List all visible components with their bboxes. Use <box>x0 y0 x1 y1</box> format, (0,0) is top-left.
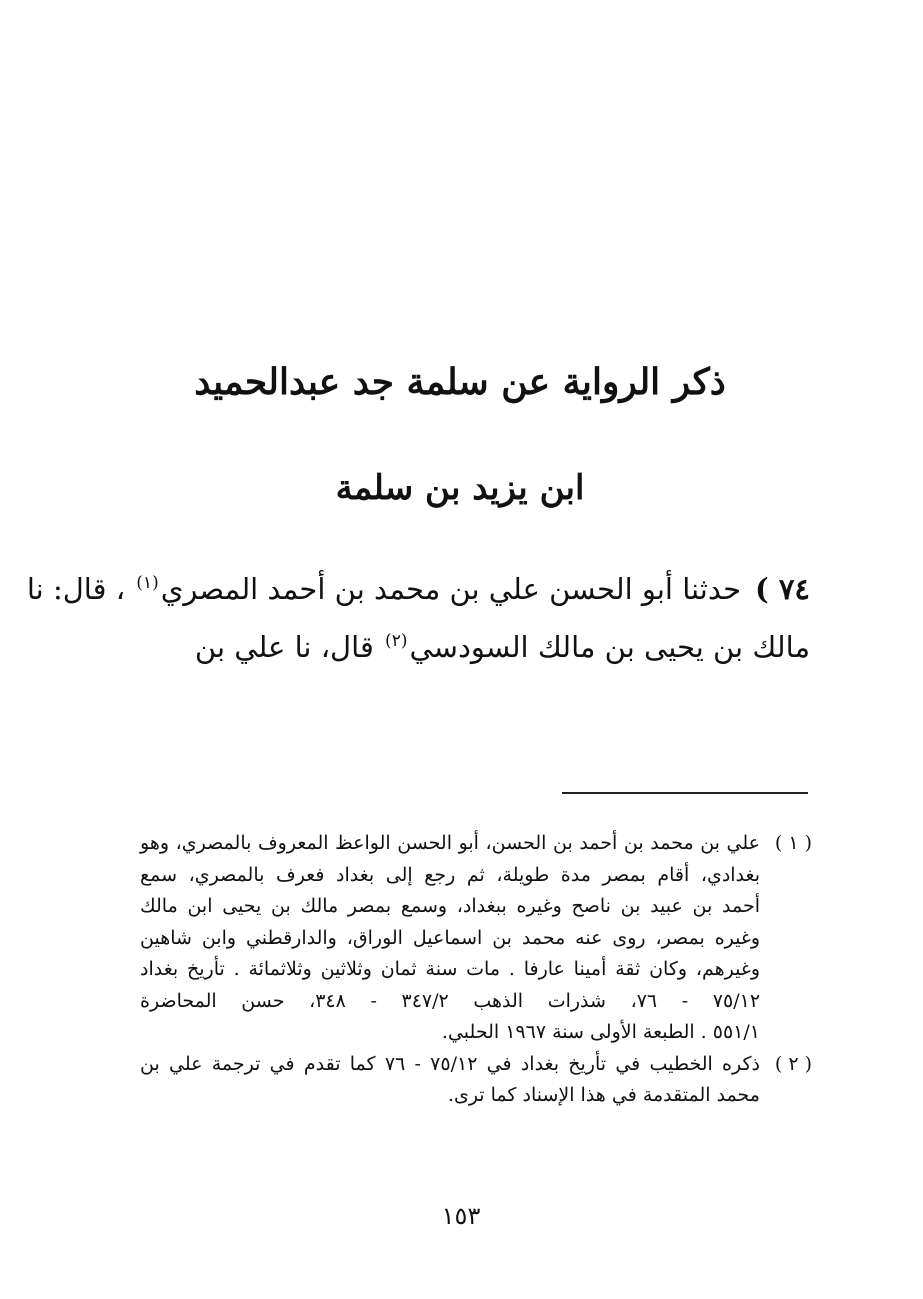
footnote <box>140 828 812 1049</box>
footnote-line: محمد المتقدمة في هذا الإسناد كما ترى. <box>447 1084 760 1106</box>
footnote-line: ٧٥/١٢ - ٧٦، شذرات الذهب ٣٤٧/٢ - ٣٤٨، حسن المحاضرة <box>140 989 761 1012</box>
footnote-line: ٥٥١/١ . الطبعة الأولى سنة ١٩٦٧ الحلبي. <box>441 1021 760 1043</box>
footnote-line: بغدادي، أقام بمصر مدة طويلة، ثم رجع إلى بغداد فعرف بالمصري، سمع <box>140 863 760 886</box>
chapter-heading: ذكر الرواية عن سلمة جد عبدالحميد <box>194 361 726 403</box>
footnote-line: أحمد بن عبيد بن ناصح وغيره ببغداد، وسمع بمصر مالك بن يحيى ابن مالك <box>140 895 760 917</box>
entry-text: حدثنا أبو الحسن علي بن محمد بن أحمد المصري <box>160 572 742 606</box>
footnote-ref-1[interactable]: (١) <box>136 573 159 594</box>
footnotes-section <box>140 828 812 1112</box>
footnote-number: ( ٢ ) <box>774 1052 812 1075</box>
footnote <box>140 1049 812 1112</box>
footnote-line: علي بن محمد بن أحمد بن الحسن، أبو الحسن الواعظ المعروف بالمصري، وهو <box>140 832 760 854</box>
entry-number: ٧٤ ) <box>755 572 810 606</box>
entry-line-1 <box>26 560 810 618</box>
hadith-entry <box>26 560 810 676</box>
entry-text: ، قال: نا <box>26 572 126 606</box>
footnote-ref-2[interactable]: (٢) <box>385 631 408 652</box>
chapter-heading-continuation: ابن يزيد بن سلمة <box>335 468 585 508</box>
footnote-number: ( ١ ) <box>774 832 812 854</box>
footnote-line: ذكره الخطيب في تأريخ بغداد في ٧٥/١٢ - ٧٦ كما تقدم في ترجمة علي بن <box>140 1052 760 1075</box>
entry-text: مالك بن يحيى بن مالك السودسي <box>409 630 810 664</box>
entry-line-2 <box>140 618 810 676</box>
page-number: ١٥٣ <box>441 1202 481 1230</box>
footnote-separator <box>562 792 808 794</box>
entry-text: قال، نا علي بن <box>194 630 374 664</box>
footnote-line: وغيره بمصر، روى عنه محمد بن اسماعيل الوراق، والدارقطني وابن شاهين <box>140 926 760 949</box>
footnote-line: وغيرهم، وكان ثقة أمينا عارفا . مات سنة ثمان وثلاثين وثلاثمائة . تأريخ بغداد <box>140 958 760 980</box>
